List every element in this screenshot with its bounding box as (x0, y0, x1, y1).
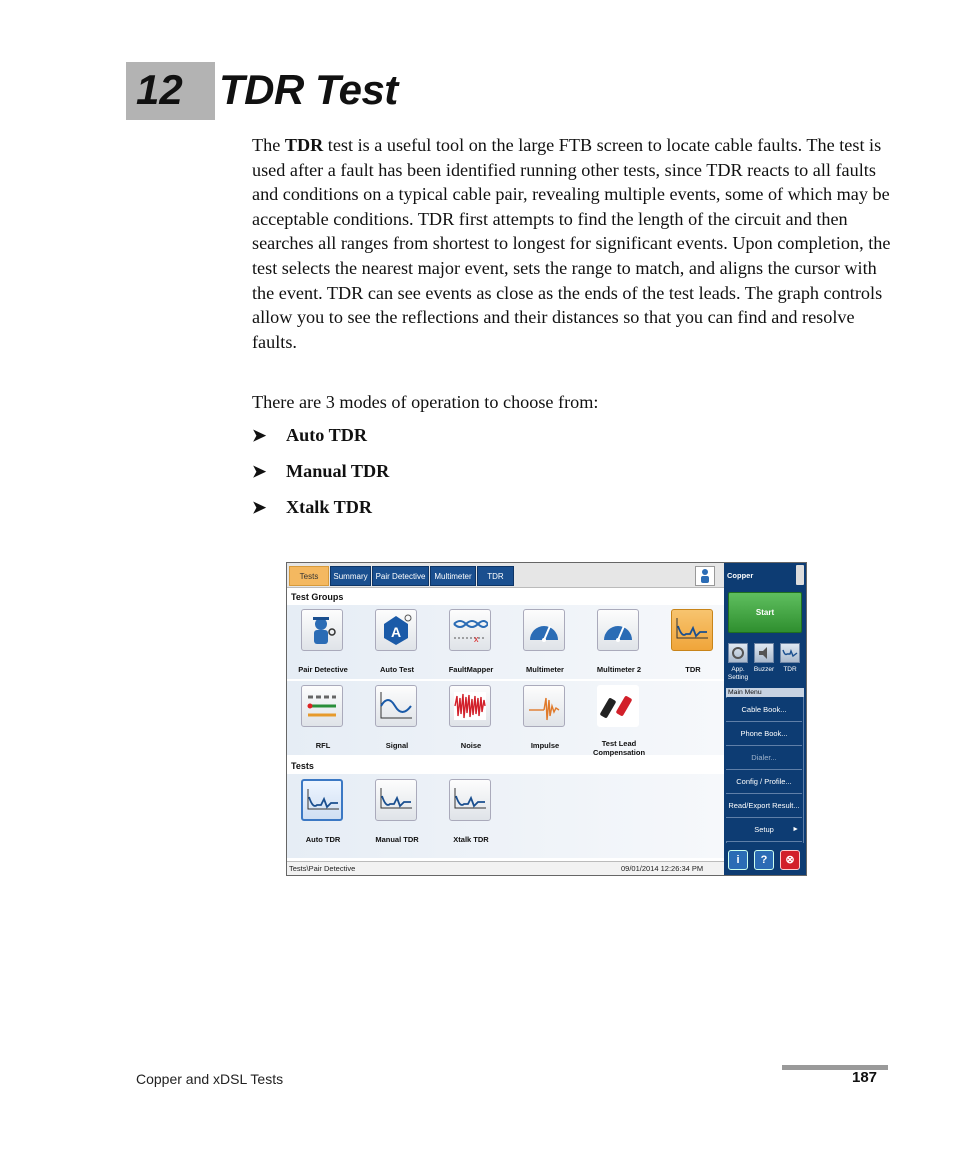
mode-bullet (252, 497, 372, 518)
quick-label: Buzzer (753, 666, 775, 673)
side-title: Copper (727, 571, 754, 580)
menu-config-profile[interactable]: Config / Profile... (726, 770, 802, 794)
info-button[interactable] (728, 850, 748, 870)
intro-rest: test is a useful tool on the large FTB screen to locate cable faults. The test is used after a fault has been identified running other tests, since TDR reacts to all faults and conditions on a typical cable pair, revealing multiple events, some of which may be acceptable conditions. TDR first attempts to find the length of the circuit and then searches all ranges from shortest to longest for significant events. Upon completion, the test selects the nearest major event, sets the range to match, and aligns the cursor with the event. TDR can see events as close as the ends of the test leads. The graph controls allow you to see the reflections and their distances so that you can find and resolve faults. (252, 135, 891, 352)
mode-label: Xtalk TDR (286, 497, 373, 517)
close-icon: ⊗ (785, 854, 795, 866)
quick-label: App. Setting (727, 666, 749, 681)
tile-signal[interactable] (367, 685, 427, 755)
tile-label: Test Lead Compensation (592, 739, 646, 757)
tests-label: Tests (291, 761, 314, 771)
gauge-icon (526, 612, 562, 648)
svg-text:A: A (390, 624, 402, 640)
tile-label: Auto Test (379, 665, 415, 674)
bullet-arrow-icon: ➤ (252, 462, 267, 481)
exit-button[interactable] (780, 850, 800, 870)
svg-text:x: x (474, 634, 479, 644)
tab-bar (287, 563, 724, 588)
tile-label: TDR (685, 665, 701, 674)
tile-label: Impulse (530, 741, 560, 750)
footer-section-title: Copper and xDSL Tests (136, 1071, 284, 1087)
tile-tdr[interactable] (663, 609, 723, 679)
mode-label: Manual TDR (286, 461, 390, 481)
chapter-number-box (126, 62, 215, 120)
tile-label: Pair Detective (298, 665, 348, 674)
status-path: Tests\Pair Detective (289, 864, 356, 873)
tile-box (301, 609, 343, 651)
tile-box (523, 685, 565, 727)
bullet-arrow-icon: ➤ (252, 426, 267, 445)
menu-setup[interactable] (726, 818, 802, 842)
tdr-waveform-icon (305, 783, 341, 819)
auto-test-icon (378, 612, 414, 648)
menu-read-export[interactable]: Read/Export Result... (726, 794, 802, 818)
test-leads-icon (600, 688, 636, 724)
speaker-icon (755, 644, 773, 662)
modes-intro: There are 3 modes of operation to choose from: (252, 392, 599, 412)
tdr-quick-button[interactable] (780, 643, 800, 663)
tile-box (671, 609, 713, 651)
chapter-number: 12 (136, 66, 183, 113)
help-icon: ? (760, 854, 768, 866)
tile-box (597, 609, 639, 651)
status-time: 09/01/2014 12:26:34 PM (621, 864, 704, 873)
info-icon: i (736, 854, 740, 866)
tile-manual-tdr[interactable] (367, 779, 427, 849)
buzzer-button[interactable] (754, 643, 774, 663)
detective-icon (304, 612, 340, 648)
quick-label: TDR (783, 666, 797, 673)
tile-label: Auto TDR (305, 835, 341, 844)
tile-box (449, 779, 491, 821)
tile-box (523, 609, 565, 651)
tile-multimeter-2[interactable] (589, 609, 649, 679)
tile-impulse[interactable] (515, 685, 575, 755)
technician-icon[interactable] (695, 566, 715, 586)
tile-box (449, 685, 491, 727)
tile-multimeter[interactable] (515, 609, 575, 679)
mode-label: Auto TDR (286, 425, 368, 445)
intro-bold: TDR (284, 135, 324, 155)
main-menu-header: Main Menu (726, 688, 804, 697)
battery-icon (796, 565, 804, 585)
tdr-waveform-icon (674, 612, 710, 648)
chevron-right-icon: ► (792, 826, 799, 833)
tile-label: Multimeter 2 (596, 665, 642, 674)
ftb-screenshot (286, 562, 807, 876)
tile-box (301, 685, 343, 727)
noise-icon (452, 688, 488, 724)
tile-box (597, 685, 639, 727)
tdr-waveform-icon (452, 782, 488, 818)
page-number: 187 (852, 1069, 878, 1086)
side-panel (724, 563, 806, 875)
tile-box (375, 779, 417, 821)
tile-box (375, 609, 417, 651)
tile-box (449, 609, 491, 651)
tile-rfl[interactable] (293, 685, 353, 755)
tab-multimeter[interactable]: Multimeter (430, 566, 476, 586)
rfl-icon (304, 688, 340, 724)
tdr-waveform-icon (378, 782, 414, 818)
main-panel (287, 563, 724, 875)
signal-wave-icon (378, 688, 414, 724)
mode-bullet (252, 461, 389, 482)
app-setting-button[interactable] (728, 643, 748, 663)
help-button[interactable] (754, 850, 774, 870)
status-bar (287, 861, 724, 876)
menu-setup-label: Setup (754, 825, 774, 834)
tile-xtalk-tdr[interactable] (441, 779, 501, 849)
tile-label: Signal (385, 741, 409, 750)
tile-box (301, 779, 343, 821)
tab-pair-detective[interactable]: Pair Detective (372, 566, 429, 586)
intro-paragraph (252, 133, 892, 354)
mode-bullet (252, 425, 367, 446)
tile-auto-test[interactable] (367, 609, 427, 679)
tdr-waveform-icon (781, 644, 799, 662)
tile-auto-tdr[interactable] (293, 779, 353, 849)
tile-label: Manual TDR (375, 835, 419, 844)
start-button[interactable]: Start (728, 592, 802, 633)
tile-noise[interactable] (441, 685, 501, 755)
chapter-title: TDR Test (219, 66, 398, 113)
tile-test-lead-compensation[interactable] (589, 685, 649, 755)
tab-summary[interactable]: Summary (330, 566, 371, 586)
tile-pair-detective[interactable] (293, 609, 353, 679)
tile-label: Multimeter (526, 665, 564, 674)
wrench-icon (729, 644, 747, 662)
gauge-icon (600, 612, 636, 648)
test-groups-label: Test Groups (291, 592, 344, 602)
tile-box (375, 685, 417, 727)
tile-label: RFL (315, 741, 331, 750)
tile-label: FaultMapper (448, 665, 494, 674)
tab-tdr[interactable]: TDR (477, 566, 514, 586)
menu-dialer[interactable]: Dialer... (726, 746, 802, 770)
tile-label: Noise (460, 741, 482, 750)
bullet-arrow-icon: ➤ (252, 498, 267, 517)
menu-cable-book[interactable]: Cable Book... (726, 698, 802, 722)
menu-phone-book[interactable]: Phone Book... (726, 722, 802, 746)
tile-label: Xtalk TDR (453, 835, 489, 844)
faultmapper-icon (452, 612, 488, 648)
tab-tests[interactable]: Tests (289, 566, 329, 586)
intro-lead: The (252, 135, 285, 155)
tile-faultmapper[interactable] (441, 609, 501, 679)
impulse-icon (526, 688, 562, 724)
